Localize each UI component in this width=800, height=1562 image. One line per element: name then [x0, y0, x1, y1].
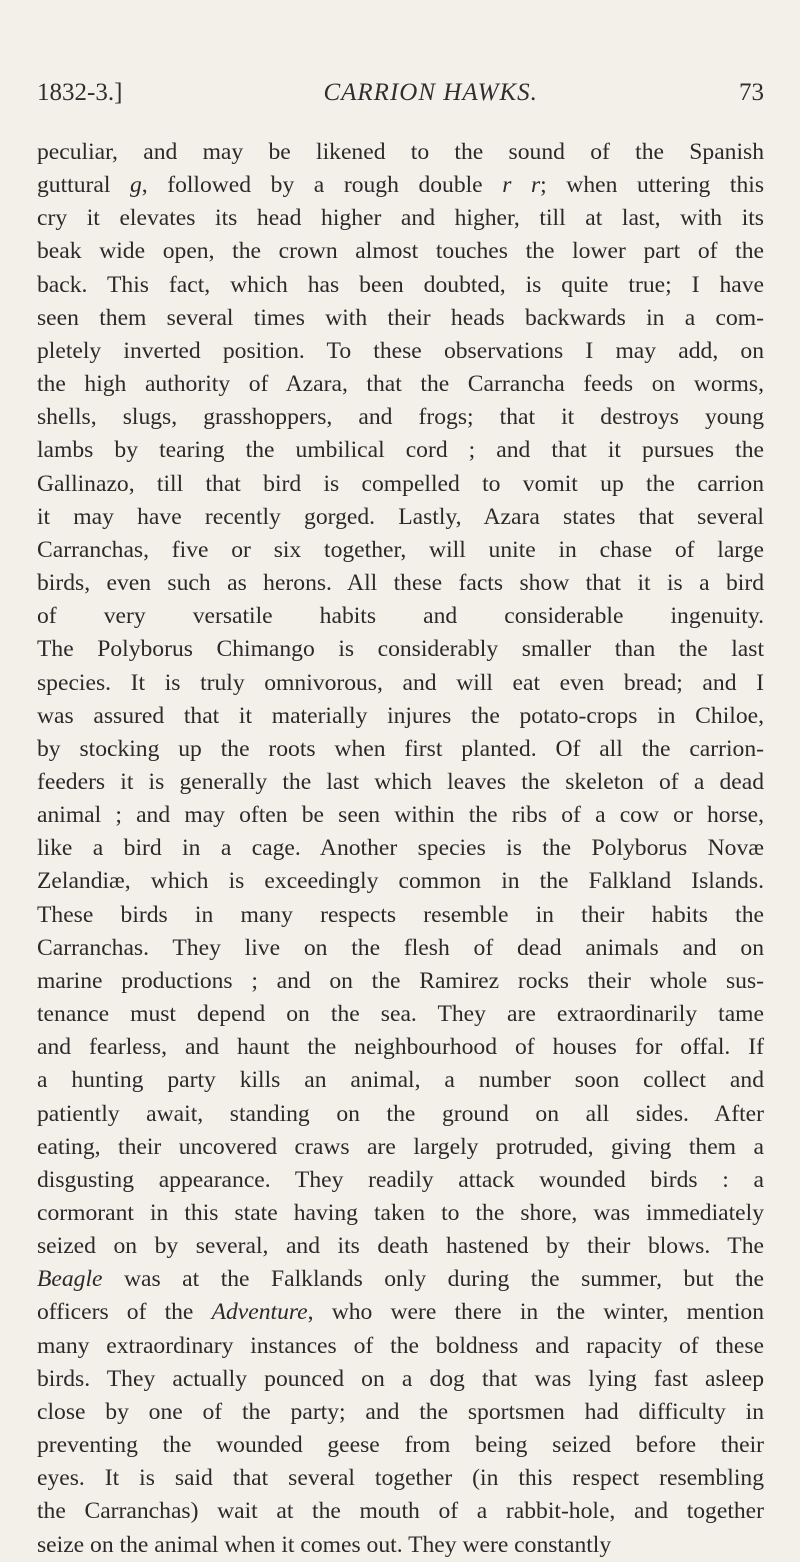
text-segment: seized on by several, and its death hastened by their blows. The: [37, 1233, 764, 1260]
text-line: [37, 269, 764, 302]
text-segment: eating, their uncovered craws are largely protruded, giving them a: [37, 1133, 764, 1160]
text-segment: preventing the wounded geese from being seized before their: [37, 1432, 764, 1459]
text-line: [37, 501, 764, 534]
text-segment: the high authority of Azara, that the Carrancha feeds on worms,: [37, 371, 764, 398]
text-line: [37, 534, 764, 567]
text-line: [37, 1098, 764, 1131]
text-segment: beak wide open, the crown almost touches the lower part of the: [37, 238, 764, 265]
text-segment: , who were there in the winter, mention: [307, 1299, 765, 1326]
text-segment: species. It is truly omnivorous, and will eat even bread; and I: [37, 669, 764, 696]
text-line: [37, 302, 764, 335]
text-line: [37, 1064, 764, 1097]
text-segment: like a bird in a cage. Another species is the Polyborus Novæ: [37, 835, 764, 862]
text-line: [37, 832, 764, 865]
text-line: [37, 202, 764, 235]
header-title: CARRION HAWKS.: [323, 79, 538, 106]
text-segment: tenance must depend on the sea. They are extraordinarily tame: [37, 1001, 764, 1028]
text-segment: ; when uttering this: [540, 172, 764, 199]
text-line: [37, 1330, 764, 1363]
text-line: [37, 401, 764, 434]
text-line: [37, 567, 764, 600]
text-segment: Gallinazo, till that bird is compelled to vomit up the carrion: [37, 470, 764, 497]
text-segment: pletely inverted position. To these observations I may add, on: [37, 337, 764, 364]
text-segment: lambs by tearing the umbilical cord ; and that it pursues the: [37, 437, 764, 464]
text-segment: birds, even such as herons. All these facts show that it is a bird: [37, 570, 764, 597]
text-segment: of very versatile habits and considerable ingenuity.: [37, 603, 764, 630]
text-line: [37, 368, 764, 401]
text-line: [37, 169, 764, 202]
text-line: [37, 932, 764, 965]
text-line: [37, 1529, 764, 1562]
text-segment: cormorant in this state having taken to the shore, was immediately: [37, 1200, 764, 1226]
text-line: [37, 1296, 764, 1329]
text-line: [37, 733, 764, 766]
text-segment: The Polyborus Chimango is considerably smaller than the last: [37, 636, 764, 663]
text-line: [37, 700, 764, 733]
text-segment: shells, slugs, grasshoppers, and frogs; that it destroys young: [37, 404, 764, 431]
text-line: [37, 434, 764, 467]
text-line: [37, 1131, 764, 1164]
text-line: [37, 1230, 764, 1263]
text-segment: many extraordinary instances of the boldness and rapacity of these: [37, 1332, 764, 1359]
text-line: [37, 1396, 764, 1429]
text-segment: back. This fact, which has been doubted, is quite true; I have: [37, 271, 764, 298]
text-segment: and fearless, and haunt the neighbourhood of houses for offal. If: [37, 1034, 764, 1061]
text-segment: cry it elevates its head higher and higher, till at last, with its: [37, 205, 764, 232]
text-segment: Carranchas, five or six together, will unite in chase of large: [37, 536, 764, 563]
text-line: [37, 998, 764, 1031]
running-head: [37, 78, 764, 108]
text-line: [37, 633, 764, 666]
text-line: [37, 1495, 764, 1528]
text-line: [37, 136, 764, 169]
text-segment: close by one of the party; and the sportsmen had difficulty in: [37, 1398, 764, 1425]
text-line: [37, 335, 764, 368]
text-line: [37, 766, 764, 799]
text-segment: Zelandiæ, which is exceedingly common in the Falkland Islands.: [37, 868, 764, 895]
text-line: [37, 965, 764, 998]
text-segment: animal ; and may often be seen within the ribs of a cow or horse,: [37, 802, 764, 829]
text-segment: peculiar, and may be likened to the sound of the Spanish: [37, 139, 764, 165]
text-line: [37, 865, 764, 898]
text-line: [37, 235, 764, 268]
text-segment: by stocking up the roots when first planted. Of all the carrion-: [37, 735, 764, 762]
text-segment: , followed by a rough double: [141, 172, 503, 199]
text-segment: a hunting party kills an animal, a number soon collect and: [37, 1067, 764, 1094]
text-segment: disgusting appearance. They readily attack wounded birds : a: [37, 1166, 764, 1193]
text-segment: was at the Falklands only during the summer, but the: [102, 1266, 764, 1293]
header-year: 1832-3.]: [37, 79, 123, 106]
text-segment: marine productions ; and on the Ramirez rocks their whole sus-: [37, 967, 764, 994]
text-segment: was assured that it materially injures the potato-crops in Chiloe,: [37, 702, 764, 729]
text-segment: Carranchas. They live on the flesh of dead animals and on: [37, 934, 764, 961]
italic-text: r r: [502, 172, 541, 199]
text-segment: eyes. It is said that several together (in this respect resembling: [37, 1465, 764, 1492]
text-line: [37, 1263, 764, 1296]
italic-text: Adventure: [211, 1299, 308, 1326]
text-line: [37, 799, 764, 832]
text-segment: feeders it is generally the last which leaves the skeleton of a dead: [37, 768, 764, 795]
text-line: [37, 899, 764, 932]
text-segment: patiently await, standing on the ground on all sides. After: [37, 1100, 764, 1127]
italic-text: Beagle: [37, 1266, 103, 1293]
text-line: [37, 1031, 764, 1064]
text-segment: seize on the animal when it comes out. They were constantly: [37, 1531, 612, 1558]
text-segment: it may have recently gorged. Lastly, Azara states that several: [37, 503, 764, 530]
text-line: [37, 468, 764, 501]
text-line: [37, 600, 764, 633]
text-segment: the Carranchas) wait at the mouth of a rabbit-hole, and together: [37, 1498, 764, 1525]
text-line: [37, 1363, 764, 1396]
text-segment: guttural: [37, 172, 130, 199]
text-line: [37, 1429, 764, 1462]
text-segment: These birds in many respects resemble in their habits the: [37, 901, 764, 928]
text-segment: birds. They actually pounced on a dog that was lying fast asleep: [37, 1365, 764, 1392]
text-segment: seen them several times with their heads backwards in a com-: [37, 304, 764, 331]
text-line: [37, 1164, 764, 1197]
text-line: [37, 667, 764, 700]
text-line: [37, 1462, 764, 1495]
page-number: 73: [738, 79, 764, 106]
italic-text: g: [129, 172, 142, 199]
text-line: [37, 1197, 764, 1230]
text-segment: officers of the: [37, 1299, 212, 1326]
